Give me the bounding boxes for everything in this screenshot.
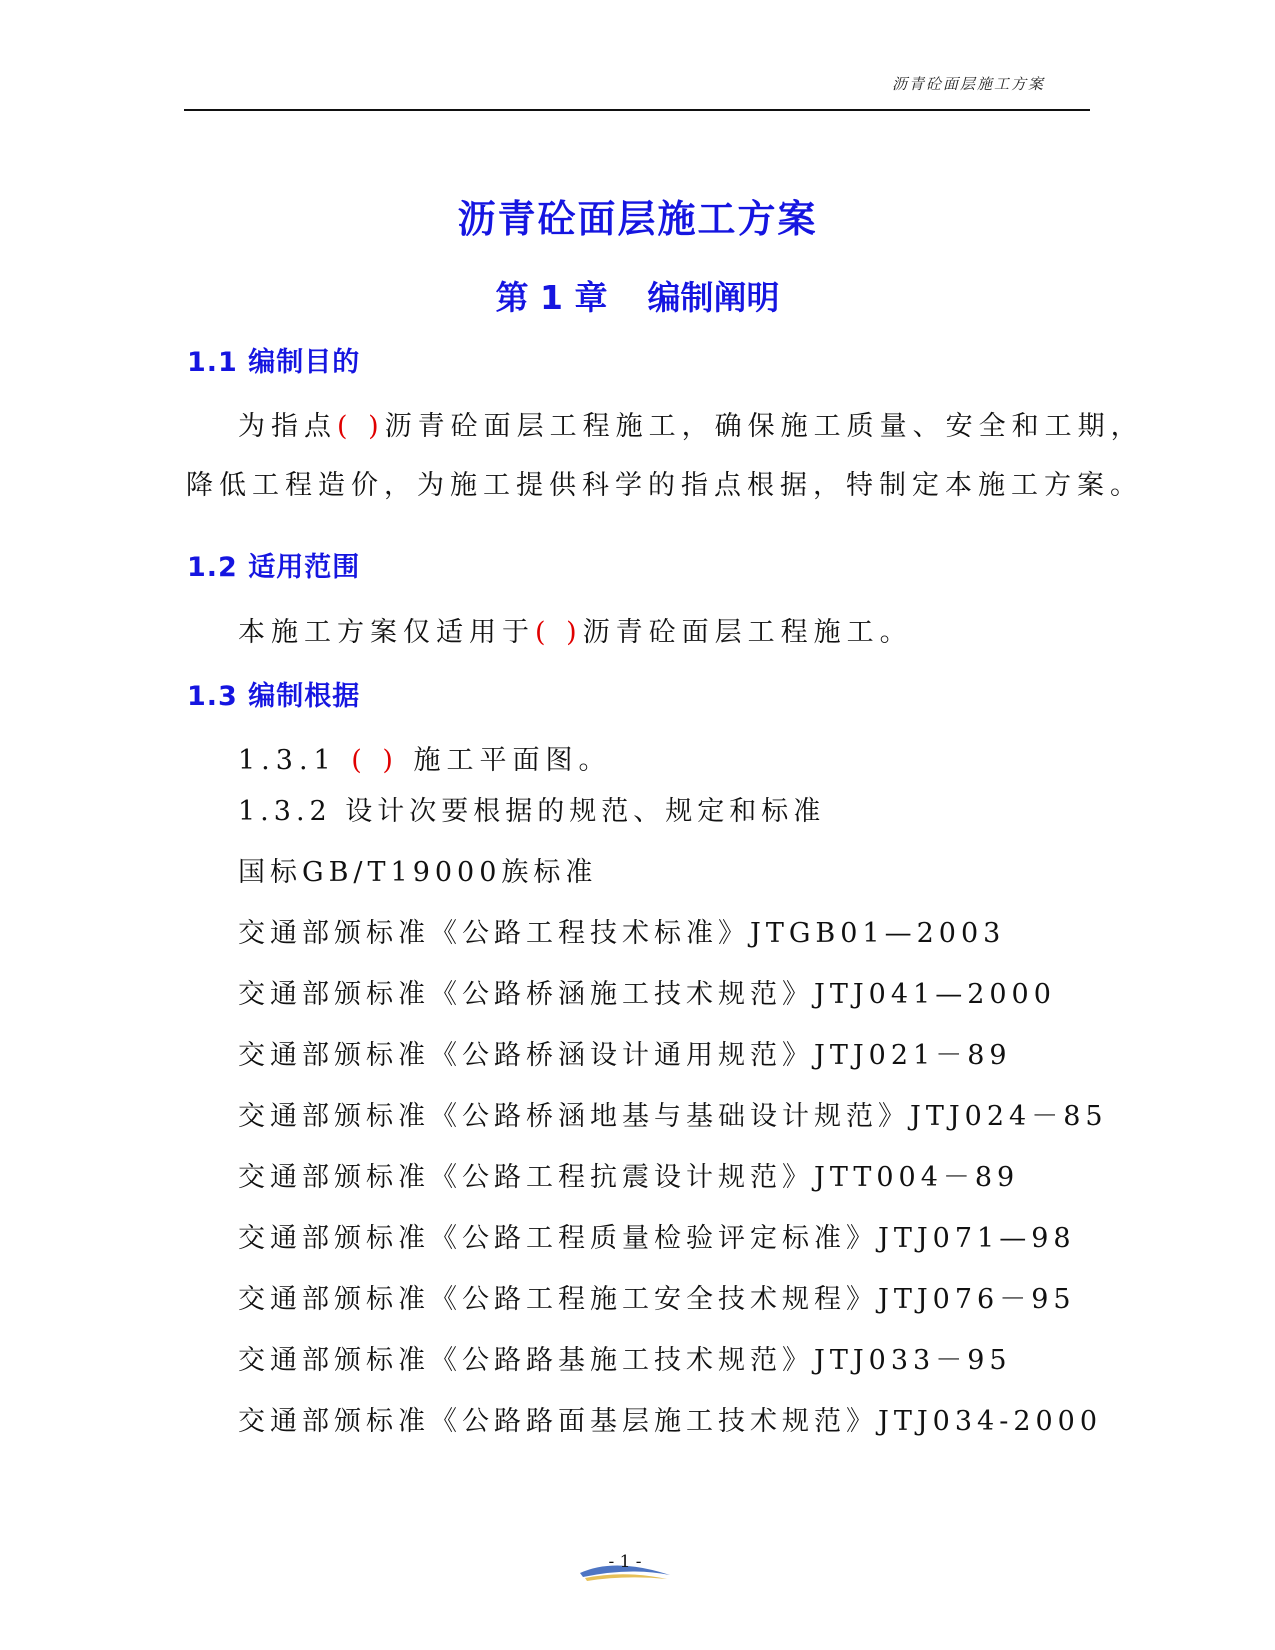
list-item: 国标GB/T19000族标准 — [238, 857, 598, 888]
section-heading-1-3: 1.3 编制根据 — [187, 681, 361, 712]
list-item: 交通部颁标准《公路工程施工安全技术规程》JTJ076－95 — [238, 1284, 1076, 1315]
paragraph-purpose-line2: 降低工程造价，为施工提供科学的指点根据，特制定本施工方案。 — [186, 470, 1143, 501]
text-run: 为指点 — [238, 411, 337, 442]
text-run: 本施工方案仅适用于 — [238, 617, 535, 648]
text-run: 1.3.1 — [238, 745, 337, 776]
page-number: - 1 - — [608, 1552, 642, 1572]
text-run: 施工平面图。 — [413, 745, 612, 776]
list-item: 交通部颁标准《公路桥涵设计通用规范》JTJ021－89 — [238, 1040, 1012, 1071]
list-item: 交通部颁标准《公路桥涵施工技术规范》JTJ041—2000 — [238, 979, 1056, 1010]
list-item: 交通部颁标准《公路工程技术标准》JTGB01—2003 — [238, 918, 1006, 949]
paragraph-scope — [238, 610, 913, 649]
blank-placeholder: ( ) — [337, 411, 385, 442]
list-item: 交通部颁标准《公路路面基层施工技术规范》JTJ034-2000 — [238, 1406, 1103, 1437]
list-item: 交通部颁标准《公路工程抗震设计规范》JTT004－89 — [238, 1162, 1020, 1193]
basis-item-1-3-1 — [238, 738, 612, 777]
list-item: 1.3.2 设计次要根据的规范、规定和标准 — [238, 796, 826, 827]
section-heading-1-1: 1.1 编制目的 — [187, 347, 361, 378]
blank-placeholder: ( ) — [351, 745, 399, 776]
blank-placeholder: ( ) — [535, 617, 583, 648]
chapter-number: 第 1 章 — [495, 278, 608, 317]
running-header: 沥青砼面层施工方案 — [891, 75, 1045, 93]
text-run: 沥青砼面层工程施工。 — [582, 617, 913, 648]
chapter-heading — [0, 272, 1275, 319]
list-item: 交通部颁标准《公路桥涵地基与基础设计规范》JTJ024－85 — [238, 1101, 1108, 1132]
header-rule — [184, 109, 1090, 111]
paragraph-purpose-line1 — [238, 404, 1144, 443]
document-title: 沥青砼面层施工方案 — [457, 197, 818, 241]
text-run: 沥青砼面层工程施工，确保施工质量、安全和工期， — [384, 411, 1144, 442]
chapter-name: 编制阐明 — [647, 278, 780, 317]
list-item: 交通部颁标准《公路路基施工技术规范》JTJ033－95 — [238, 1345, 1012, 1376]
section-heading-1-2: 1.2 适用范围 — [187, 552, 361, 583]
list-item: 交通部颁标准《公路工程质量检验评定标准》JTJ071—98 — [238, 1223, 1076, 1254]
basis-list — [238, 797, 1108, 1468]
